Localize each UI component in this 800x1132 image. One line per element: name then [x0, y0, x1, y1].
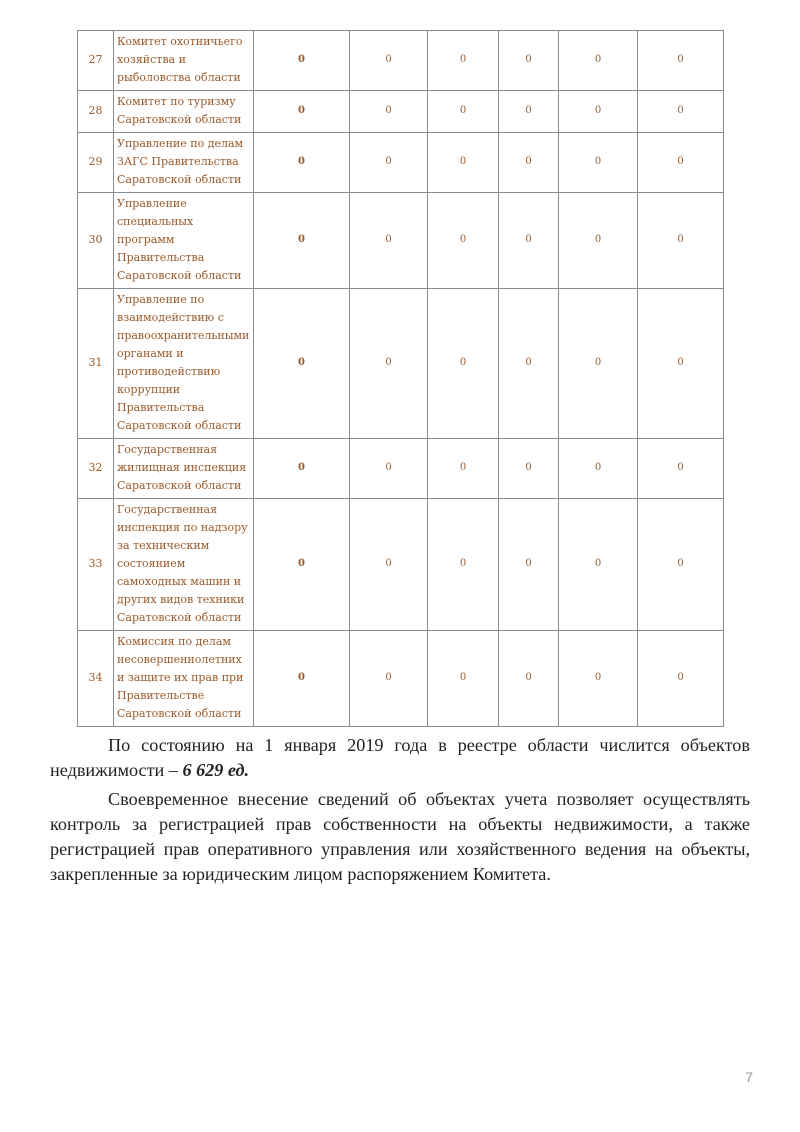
paragraph-registration-control: [50, 787, 750, 887]
paragraph-registry-count: [50, 733, 750, 783]
value-cell: 0: [428, 133, 499, 193]
value-cell: 0: [499, 499, 559, 631]
value-cell: 0: [638, 193, 724, 289]
value-cell: 0: [350, 631, 428, 727]
value-cell: 0: [638, 31, 724, 91]
row-number: 32: [78, 439, 114, 499]
value-cell: 0: [559, 31, 638, 91]
organization-name: Государственная инспекция по надзору за техническим состоянием самоходных машин и других видов техники Саратовской области: [114, 499, 254, 631]
value-cell: 0: [499, 133, 559, 193]
row-number: 33: [78, 499, 114, 631]
value-cell: 0: [428, 91, 499, 133]
organization-name: Комитет охотничьего хозяйства и рыболовства области: [114, 31, 254, 91]
value-cell: 0: [428, 193, 499, 289]
value-cell: 0: [254, 91, 350, 133]
value-cell: 0: [499, 193, 559, 289]
table-row: [78, 631, 724, 727]
value-cell: 0: [638, 289, 724, 439]
table-row: [78, 289, 724, 439]
table-row: [78, 91, 724, 133]
organization-name: Государственная жилищная инспекция Саратовской области: [114, 439, 254, 499]
value-cell: 0: [350, 499, 428, 631]
value-cell: 0: [254, 193, 350, 289]
value-cell: 0: [350, 133, 428, 193]
value-cell: 0: [638, 439, 724, 499]
organization-name: Управление по взаимодействию с правоохранительными органами и противодействию коррупции Правительства Саратовской области: [114, 289, 254, 439]
value-cell: 0: [638, 91, 724, 133]
value-cell: 0: [350, 193, 428, 289]
value-cell: 0: [254, 631, 350, 727]
row-number: 29: [78, 133, 114, 193]
row-number: 31: [78, 289, 114, 439]
value-cell: 0: [254, 133, 350, 193]
value-cell: 0: [559, 91, 638, 133]
table-row: [78, 133, 724, 193]
value-cell: 0: [559, 193, 638, 289]
registry-count-value: 6 629 ед.: [182, 760, 250, 780]
value-cell: 0: [638, 631, 724, 727]
organization-name: Комитет по туризму Саратовской области: [114, 91, 254, 133]
organization-name: Управление специальных программ Правительства Саратовской области: [114, 193, 254, 289]
value-cell: 0: [254, 439, 350, 499]
value-cell: 0: [559, 133, 638, 193]
value-cell: 0: [638, 499, 724, 631]
organization-name: Управление по делам ЗАГС Правительства Саратовской области: [114, 133, 254, 193]
registry-table-body: [78, 31, 724, 727]
table-row: [78, 499, 724, 631]
value-cell: 0: [428, 439, 499, 499]
value-cell: 0: [499, 439, 559, 499]
value-cell: 0: [350, 289, 428, 439]
value-cell: 0: [499, 31, 559, 91]
row-number: 27: [78, 31, 114, 91]
value-cell: 0: [499, 631, 559, 727]
value-cell: 0: [350, 91, 428, 133]
value-cell: 0: [428, 289, 499, 439]
value-cell: 0: [428, 631, 499, 727]
table-row: [78, 31, 724, 91]
value-cell: 0: [254, 289, 350, 439]
value-cell: 0: [559, 631, 638, 727]
registry-table: [77, 30, 724, 727]
value-cell: 0: [350, 31, 428, 91]
value-cell: 0: [559, 289, 638, 439]
value-cell: 0: [559, 439, 638, 499]
value-cell: 0: [350, 439, 428, 499]
value-cell: 0: [254, 499, 350, 631]
table-row: [78, 193, 724, 289]
value-cell: 0: [559, 499, 638, 631]
paragraph-registry-count-text: По состоянию на 1 января 2019 года в реестре области числится объектов недвижимости –: [50, 735, 750, 780]
row-number: 30: [78, 193, 114, 289]
value-cell: 0: [499, 289, 559, 439]
page-number: 7: [745, 1069, 753, 1085]
value-cell: 0: [428, 499, 499, 631]
value-cell: 0: [428, 31, 499, 91]
paragraph-registration-control-text: Своевременное внесение сведений об объектах учета позволяет осуществлять контроль за регистрацией прав собственности на объекты недвижимости, а также регистрацией прав оперативного управления или хозяйственного ведения на объекты, закрепленные за юридическим лицом распоряжением Комитета.: [50, 789, 750, 884]
table-row: [78, 439, 724, 499]
value-cell: 0: [254, 31, 350, 91]
row-number: 34: [78, 631, 114, 727]
value-cell: 0: [499, 91, 559, 133]
value-cell: 0: [638, 133, 724, 193]
row-number: 28: [78, 91, 114, 133]
organization-name: Комиссия по делам несовершеннолетних и защите их прав при Правительстве Саратовской области: [114, 631, 254, 727]
